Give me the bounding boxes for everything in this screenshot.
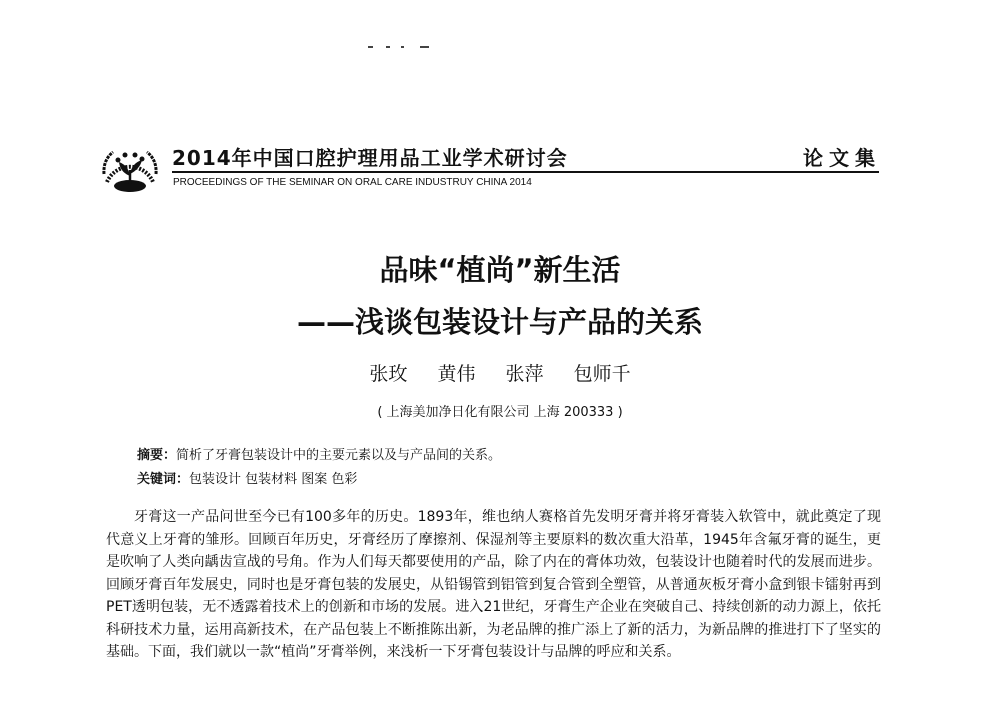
author-list — [0, 359, 1000, 386]
conference-title-cn: 2014年中国口腔护理用品工业学术研讨会 — [172, 146, 568, 170]
author-name: 张玫 — [369, 363, 408, 385]
abstract — [137, 444, 501, 463]
section-label: 论文集 — [803, 146, 881, 170]
abstract-text: 简析了牙膏包装设计中的主要元素以及与产品间的关系。 — [176, 448, 502, 463]
author-affiliation: ( 上海美加净日化有限公司 上海 200333 ) — [377, 405, 623, 420]
paper-subtitle: ——浅谈包装设计与产品的关系 — [296, 305, 703, 339]
author-name: 张萍 — [505, 363, 544, 385]
scan-artifact — [368, 44, 432, 50]
keywords-text: 包装设计 包装材料 图案 色彩 — [189, 472, 358, 487]
author-name: 黄伟 — [437, 363, 476, 385]
keywords — [137, 468, 357, 487]
body-paragraph: 牙膏这一产品问世至今已有100多年的历史。1893年，维也纳人赛格首先发明牙膏并将牙膏装入软管中，就此奠定了现代意义上牙膏的雏形。回顾百年历史，牙膏经历了摩擦剂、保湿剂等主要原料的数次重大沿革，1945年含氟牙膏的诞生，更是吹响了人类向龋齿宣战的号角。作为人们每天都要使用的产品，除了内在的膏体功效，包装设计也随着时代的发展而进步。回顾牙膏百年发展史，同时也是牙膏包装的发展史，从铅锡管到铝管到复合管到全塑管，从普通灰板牙膏小盒到银卡镭射再到PET透明包装，无不透露着技术上的创新和市场的发展。进入21世纪，牙膏生产企业在突破自己、持续创新的动力源上，依托科研技术力量，运用高新技术，在产品包装上不断推陈出新，为老品牌的推广添上了新的活力，为新品牌的推进打下了坚实的基础。下面，我们就以一款“植尚”牙膏举例，来浅析一下牙膏包装设计与品牌的呼应和关系。 — [106, 509, 881, 660]
keywords-label: 关键词： — [137, 472, 190, 487]
abstract-label: 摘要： — [137, 448, 177, 463]
conference-logo-icon — [101, 142, 159, 194]
paper-title: 品味“植尚”新生活 — [379, 253, 621, 287]
conference-title-en: PROCEEDINGS OF THE SEMINAR ON ORAL CARE INDUSTRUY CHINA 2014 — [173, 177, 532, 188]
author-name: 包师千 — [573, 363, 631, 385]
header-divider — [172, 171, 879, 173]
